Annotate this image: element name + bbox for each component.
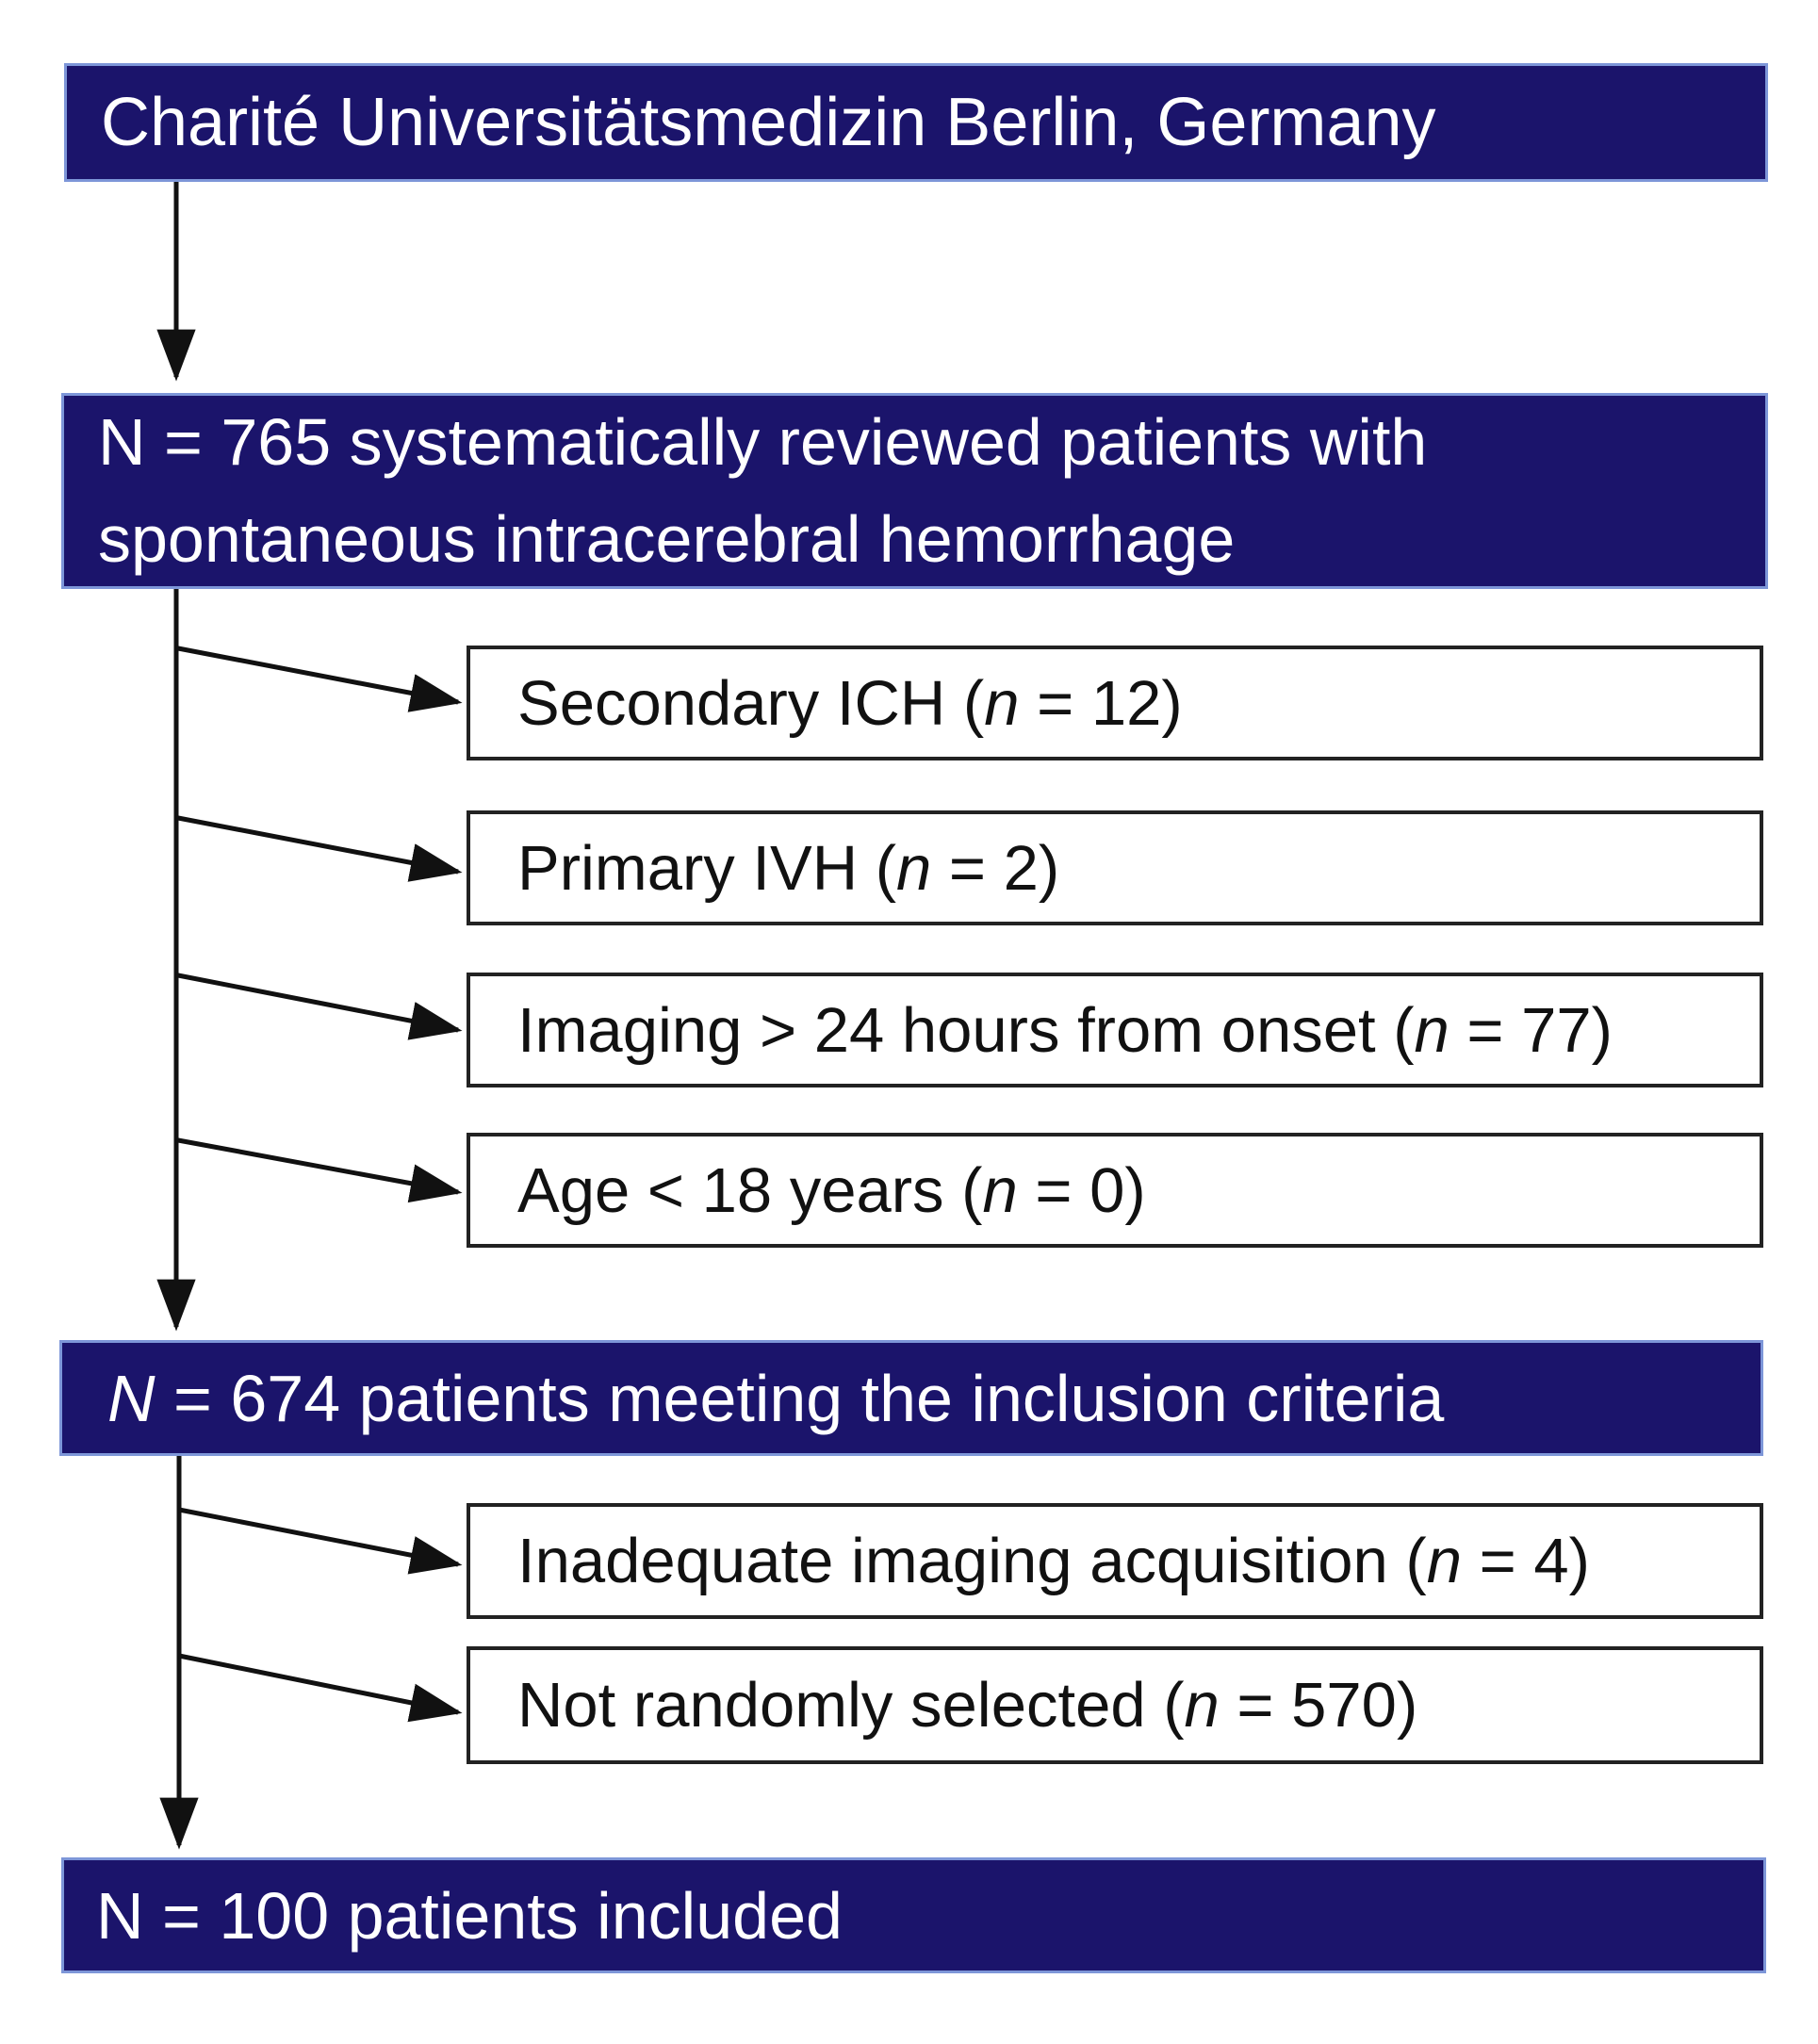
exclusion-box-secondary-ich (467, 646, 1763, 760)
exclusion-text: Primary IVH (n = 2) (517, 832, 1060, 904)
n-symbol: n (1414, 994, 1449, 1066)
patients-included-box (61, 1857, 1766, 1973)
arrow-branch-not-random (179, 1656, 458, 1712)
exclusion-box-not-random (467, 1646, 1763, 1764)
arrow-branch-age-under-18 (178, 1140, 458, 1192)
exclusion-text: Imaging > 24 hours from onset (n = 77) (517, 994, 1613, 1066)
inclusion-criteria-box (59, 1340, 1763, 1456)
arrow-branch-imaging-24h (178, 975, 458, 1030)
n-symbol: n (1426, 1526, 1462, 1596)
arrow-branch-secondary-ich (178, 648, 458, 702)
n-symbol: n (984, 667, 1020, 739)
reviewed-patients-text (98, 394, 1427, 588)
site-label: Charité Universitätsmedizin Berlin, Germany (101, 85, 1436, 160)
reviewed-patients-box (61, 393, 1768, 589)
exclusion-box-age-under-18 (467, 1133, 1763, 1248)
inclusion-text: N = 674 patients meeting the inclusion criteria (107, 1361, 1445, 1435)
reviewed-line-2: spontaneous intracerebral hemorrhage (98, 502, 1236, 576)
exclusion-text: Age < 18 years (n = 0) (517, 1154, 1146, 1226)
site-box (64, 63, 1768, 182)
arrow-branch-primary-ivh (178, 818, 458, 872)
exclusion-text: Secondary ICH (n = 12) (517, 667, 1183, 739)
reviewed-line-1: N = 765 systematically reviewed patients with (98, 405, 1428, 479)
n-symbol: n (1184, 1670, 1220, 1741)
n-symbol: n (982, 1154, 1018, 1226)
exclusion-box-inadequate-imaging (467, 1503, 1763, 1619)
exclusion-text: Not randomly selected (n = 570) (517, 1670, 1418, 1741)
n-symbol: n (896, 832, 932, 904)
arrow-branch-inadequate-imaging (179, 1510, 458, 1564)
included-label: N = 100 patients included (96, 1878, 843, 1953)
exclusion-box-primary-ivh (467, 810, 1763, 925)
exclusion-box-imaging-24h (467, 973, 1763, 1087)
exclusion-text: Inadequate imaging acquisition (n = 4) (517, 1526, 1590, 1596)
n-symbol: N (107, 1361, 156, 1435)
